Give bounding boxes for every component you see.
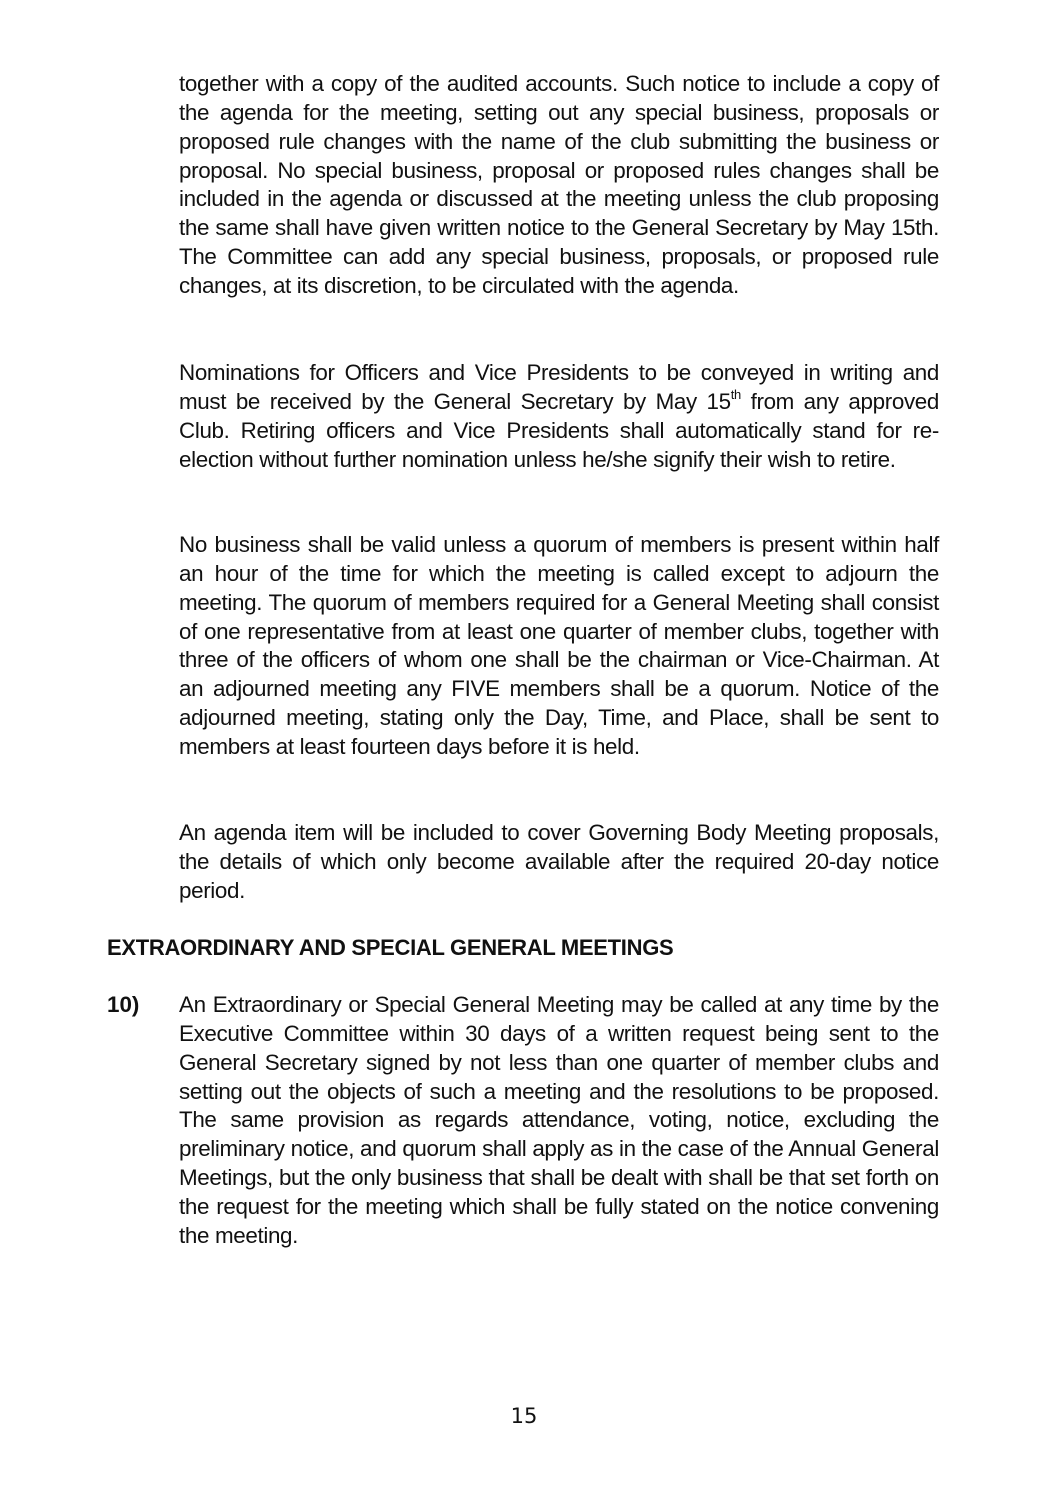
- clause-number: 10): [107, 992, 140, 1017]
- ordinal-superscript: th: [730, 387, 741, 403]
- paragraph-agenda-notice: together with a copy of the audited accounts. Such notice to include a copy of the agenda for the meeting, setting out any special business, proposals or proposed rule changes with the name of the club submitting the business or proposal. No special business, proposal or proposed rules changes shall be included in the agenda or discussed at the meeting unless the club proposing the same shall have given written notice to the General Secretary by May 15th. The Committee can add any special business, proposals, or proposed rule changes, at its discretion, to be circulated with the agenda.: [179, 71, 939, 298]
- clause-text: An Extraordinary or Special General Meeting may be called at any time by the Executive Committee within 30 days of a written request being sent to the General Secretary signed by not less than one quarter of member clubs and setting out the objects of such a meeting and the resolutions to be proposed. The same provision as regards attendance, voting, notice, excluding the preliminary notice, and quorum shall apply as in the case of the Annual General Meetings, but the only business that shall be dealt with shall be that set forth on the request for the meeting which shall be fully stated on the notice convening the meeting.: [179, 992, 939, 1248]
- section-heading: EXTRAORDINARY AND SPECIAL GENERAL MEETINGS: [107, 935, 674, 960]
- paragraph-quorum: No business shall be valid unless a quorum of members is present within half an hour of the time for which the meeting is called except to adjourn the meeting. The quorum of members required for a General Meeting shall consist of one representative from at least one quarter of member clubs, together with three of the officers of whom one shall be the chairman or Vice-Chairman. At an adjourned meeting any FIVE members shall be a quorum. Notice of the adjourned meeting, stating only the Day, Time, and Place, shall be sent to members at least fourteen days before it is held.: [179, 532, 939, 759]
- page-number: 15: [510, 1404, 538, 1428]
- paragraph-governing-body-proposals: An agenda item will be included to cover Governing Body Meeting proposals, the details of which only become available after the required 20-day notice period.: [179, 820, 939, 903]
- paragraph-nominations: [179, 359, 939, 474]
- paragraph-nominations-text-start: Nominations for Officers and Vice Presidents to be conveyed in writing and must be received by the General Secretary by May 15: [179, 360, 939, 414]
- paragraph-nominations-text-end: from any approved Club. Retiring officers and Vice Presidents shall automatically stand for re-election without further nomination unless he/she signify their wish to retire.: [179, 388, 939, 472]
